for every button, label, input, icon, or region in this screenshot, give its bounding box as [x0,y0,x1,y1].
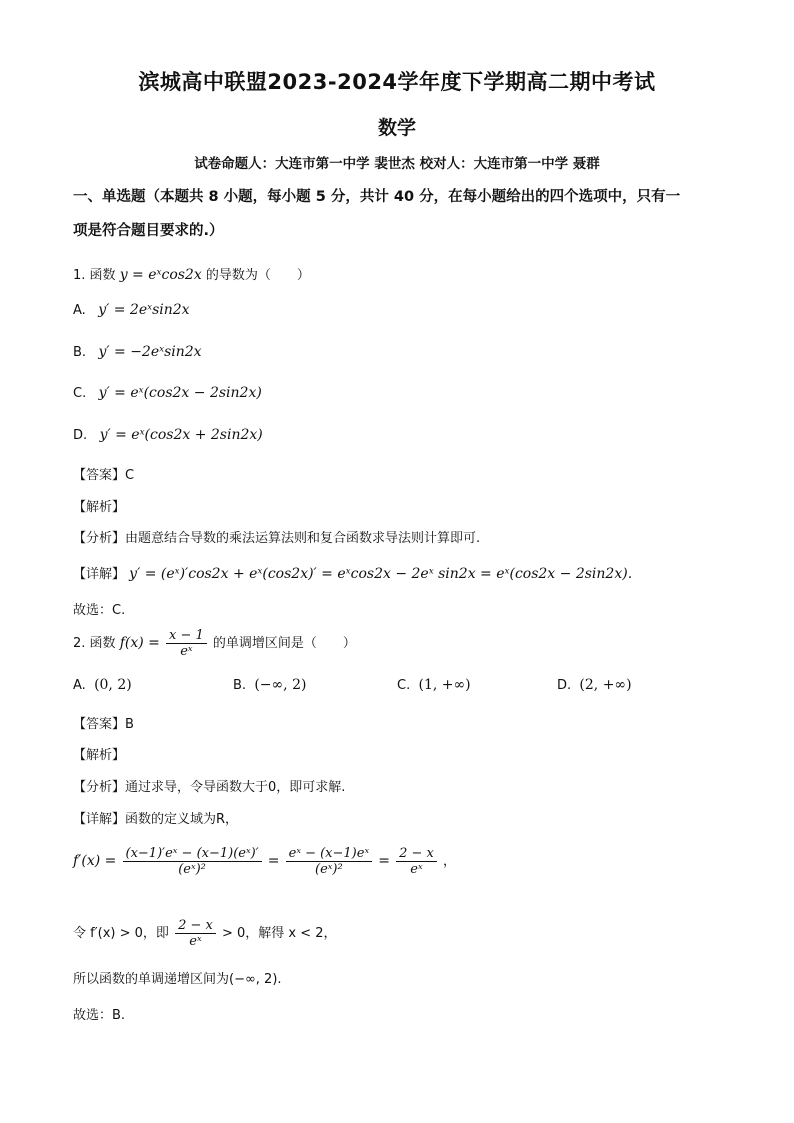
fenxi-tag: 【分析】 [73,531,126,546]
condition-fraction [175,918,216,949]
q2-analysis-tag: 【解析】 [73,748,126,763]
q1-choose: 故选：C. [73,603,126,618]
option-label: D. [557,678,572,693]
q1-stem [73,264,310,283]
option-text: y′ = 2eˣsin2x [98,302,190,318]
author-line: 试卷命题人：大连市第一中学 裴世杰 校对人：大连市第一中学 聂群 [194,156,600,172]
derivative-fraction-1 [123,846,262,877]
option-text: (0, 2) [94,677,132,693]
derivative-fraction-3 [396,846,437,877]
q1-detail [73,563,632,582]
subject-title: 数学 [377,117,416,139]
q2-option-a [73,677,132,693]
answer-tag: 【答案】 [73,717,126,732]
detail-tag: 【详解】 [73,567,126,582]
fraction-numerator: (x−1)′eˣ − (x−1)(eˣ)′ [123,846,262,862]
q2-choose: 故选：B. [73,1008,126,1023]
q2-condition [73,918,337,949]
option-text: y′ = −2eˣsin2x [98,344,202,360]
fenxi-tag: 【分析】 [73,780,126,795]
option-label: A. [73,303,86,318]
fraction-denominator: (eˣ)² [315,862,343,877]
q1-option-c [73,385,262,401]
answer-value: B [125,717,134,732]
q2-answer [73,713,134,732]
q1-option-a [73,302,190,318]
condition-prefix: 令 f′(x) > 0，即 [73,926,169,941]
fenxi-text: 通过求导，令导函数大于0，即可求解. [125,780,346,795]
option-label: B. [73,345,87,360]
fraction-denominator: eˣ [410,862,423,877]
section-heading [73,180,723,248]
option-label: A. [73,678,86,693]
q2-derivative: f′(x) = $\frac{\text{(x−1)′eˣ − (x−1)(eˣ)′}}{\text{(eˣ)²}}$ = $\frac{\text{eˣ − (x−1)eˣ}}{\text{(eˣ)²}}$ = $\frac{2 - x}{\text{eˣ}}$ ， [73,846,456,877]
q1-stem-suffix: 的导数为（ ） [205,268,310,283]
fraction-denominator: (eˣ)² [178,862,206,877]
q2-option-b [233,677,306,693]
derivative-fraction-2 [286,846,372,877]
q2-option-c [397,677,471,693]
q1-fenxi [73,527,480,546]
q2-detail [73,808,238,827]
fenxi-text: 由题意结合导数的乘法运算法则和复合函数求导法则计算即可. [125,531,481,546]
detail-formula: y′ = (eˣ)′cos2x + eˣ(cos2x)′ = eˣcos2x − 2eˣ sin2x = eˣ(cos2x − 2sin2x). [129,566,633,582]
option-text: y′ = eˣ(cos2x + 2sin2x) [99,427,263,443]
q1-formula: y = eˣcos2x [119,267,202,283]
q2-option-d [557,677,632,693]
q1-stem-prefix: 1. 函数 [73,268,116,283]
option-text: (−∞, 2) [254,677,307,693]
option-label: B. [233,678,247,693]
q2-fenxi [73,776,345,795]
fraction-numerator: 2 − x [175,918,216,934]
derivative-left: f′(x) = [73,853,117,869]
q1-option-d [73,427,263,443]
q2-formula-left: f(x) = [119,635,160,651]
option-text: y′ = eˣ(cos2x − 2sin2x) [98,385,262,401]
answer-tag: 【答案】 [73,468,126,483]
option-label: D. [73,428,88,443]
q2-stem-prefix: 2. 函数 [73,636,116,651]
option-label: C. [397,678,411,693]
detail-domain: 函数的定义域为R， [125,812,239,827]
q2-stem [73,628,356,659]
section-heading-line2: 项是符合题目要求的.） [73,223,224,239]
q1-analysis-tag: 【解析】 [73,500,126,515]
fraction-denominator: eˣ [189,934,202,949]
condition-suffix: > 0，解得 x < 2， [221,926,337,941]
exam-title: 滨城高中联盟2023-2024学年度下学期高二期中考试 [138,70,656,94]
fraction-numerator: x − 1 [166,628,207,644]
option-label: C. [73,386,87,401]
option-text: (1, +∞) [418,677,471,693]
fraction-numerator: eˣ − (x−1)eˣ [286,846,372,862]
q2-stem-suffix: 的单调增区间是（ ） [212,636,356,651]
q2-conclusion: 所以函数的单调递增区间为(−∞, 2). [73,972,282,987]
fraction-numerator: 2 − x [396,846,437,862]
detail-tag: 【详解】 [73,812,126,827]
q1-answer [73,464,134,483]
answer-value: C [125,468,135,483]
q2-fraction [166,628,207,659]
section-heading-line1: 一、单选题（本题共 8 小题，每小题 5 分，共计 40 分，在每小题给出的四个选项中，只有一 [73,189,681,205]
q1-option-b [73,344,202,360]
option-text: (2, +∞) [579,677,632,693]
fraction-denominator: eˣ [180,644,193,659]
